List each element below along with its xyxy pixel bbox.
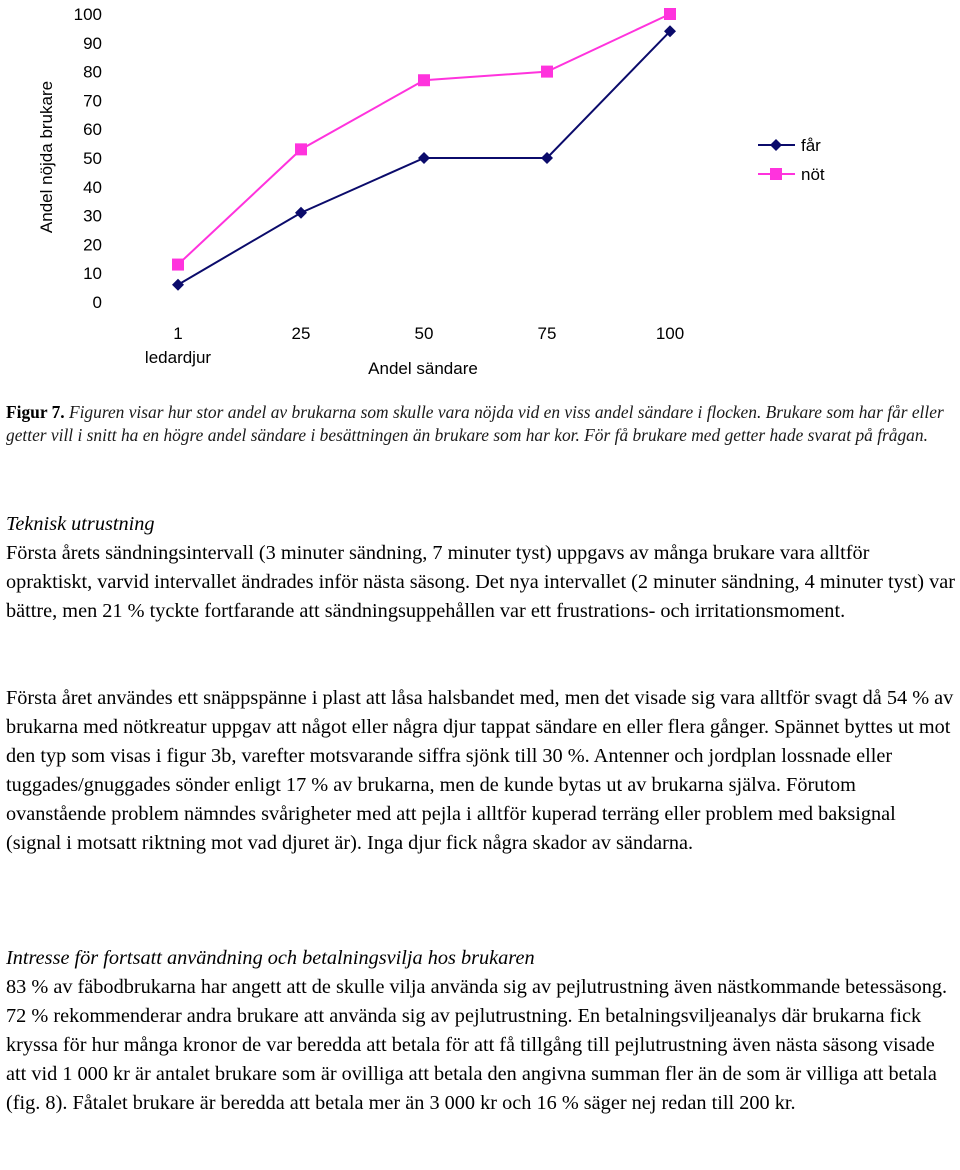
section-teknisk-utrustning (6, 510, 956, 626)
data-point (541, 66, 553, 78)
line-chart (0, 0, 960, 400)
section-intresse (6, 944, 956, 1118)
data-point (664, 8, 676, 20)
y-tick-label: 90 (83, 33, 102, 53)
legend-marker (770, 139, 782, 151)
section-heading-intresse: Intresse för fortsatt användning och betalningsvilja hos brukaren (6, 947, 535, 969)
series-0 (172, 25, 676, 290)
section-teknisk-continued (6, 684, 956, 858)
paragraph-teknisk-1: Första årets sändningsintervall (3 minuter sändning, 7 minuter tyst) uppgavs av många brukare vara alltför opraktiskt, varvid intervallet ändrades inför nästa säsong. Det nya intervallet (2 minuter sändning, 4 minuter tyst) var bättre, men 21 % tyckte fortfarande att sändningsuppehållen var ett frustrations- och irritationsmoment. (6, 542, 956, 622)
x-tick-label: 25 (291, 324, 311, 343)
y-tick-label: 100 (73, 5, 102, 24)
data-point (295, 207, 307, 219)
y-tick-label: 60 (83, 120, 102, 140)
data-point (418, 152, 430, 164)
legend-label: får (801, 136, 821, 155)
y-tick-label: 40 (83, 177, 102, 197)
x-tick-label: 50 (414, 324, 434, 343)
data-point (418, 74, 430, 86)
chart-legend (758, 136, 825, 184)
legend-label: nöt (801, 165, 825, 184)
paragraph-intresse-1: 83 % av fäbodbrukarna har angett att de skulle vilja använda sig av pejlutrustning även nästkommande betessäsong. 72 % rekommenderar andra brukare att använda sig av pejlutrustning. En betalningsviljeanalys där brukarna fick kryssa för hur många kronor de var beredda att betala för att få tillgång till pejlutrustning även nästa säsong visade att vid 1 000 kr är antalet brukare som är ovilliga att betala den angivna summan fler än de som är villiga att betala (fig. 8). Fåtalet brukare är beredda att betala mer än 3 000 kr och 16 % säger nej redan till 200 kr. (6, 976, 948, 1114)
paragraph-teknisk-2: Första året användes ett snäppspänne i plast att låsa halsbandet med, men det visade sig vara alltför svagt då 54 % av brukarna med nötkreatur uppgav att något eller några djur tappat sändare en eller flera gånger. Spännet byttes ut mot den typ som visas i figur 3b, varefter motsvarande siffra sjönk till 30 %. Antenner och jordplan lossnade eller tuggades/gnuggades sönder enligt 17 % av brukarna, men de kunde bytas ut av brukarna själva. Förutom ovanstående problem nämndes svårigheter med att pejla i alltför kuperad terräng eller problem med baksignal (signal i motsatt riktning mot vad djuret är). Inga djur fick några skador av sändarna. (6, 687, 954, 854)
series-1 (172, 8, 676, 271)
y-tick-label: 20 (83, 235, 102, 255)
y-tick-label: 0 (92, 293, 102, 312)
y-tick-label: 80 (83, 62, 102, 82)
figure-caption-text: Figuren visar hur stor andel av brukarna som skulle vara nöjda vid en viss andel sändare i flocken. Brukare som har får eller getter vill i snitt ha en högre andel sändare i besättningen än brukare som har kor. För få brukare med getter hade svarat på frågan. (6, 402, 944, 445)
legend-item (758, 165, 825, 184)
y-axis-label: Andel nöjda brukare (37, 80, 56, 234)
x-axis-label: Andel sändare (368, 359, 478, 378)
legend-marker (770, 168, 782, 180)
y-axis-ticks (74, 5, 102, 312)
y-tick-label: 70 (83, 91, 102, 111)
y-tick-label: 30 (83, 206, 102, 226)
legend-item (758, 136, 821, 155)
y-tick-label: 50 (83, 149, 102, 168)
figure-label: Figur 7. (6, 402, 65, 422)
data-point (172, 279, 184, 291)
data-point (172, 259, 184, 271)
x-tick-label: 75 (537, 324, 557, 343)
data-point (295, 143, 307, 155)
x-tick-label: 1 ledardjur (144, 324, 212, 367)
x-tick-label: 100 (655, 324, 685, 343)
series-line (178, 14, 670, 265)
section-heading-teknisk: Teknisk utrustning (6, 513, 155, 535)
y-tick-label: 10 (83, 264, 102, 284)
series-layer (172, 8, 676, 291)
figure-caption (6, 401, 954, 447)
